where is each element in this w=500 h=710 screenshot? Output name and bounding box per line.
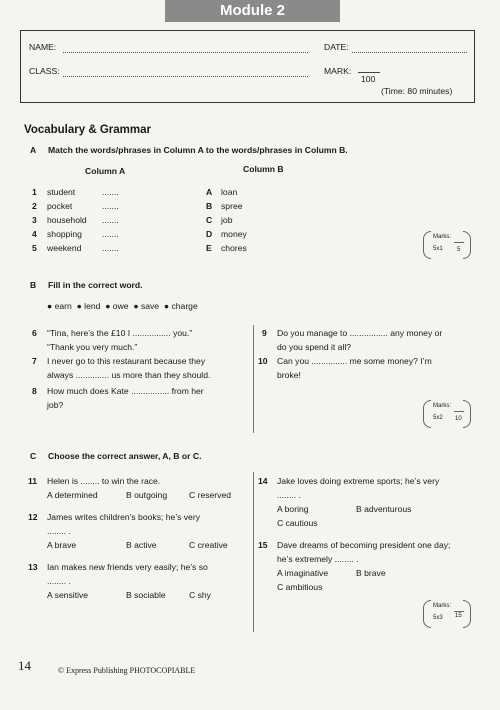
section-c-instruction: Choose the correct answer, A, B or C. (48, 451, 202, 461)
marks-label: Marks: (433, 403, 451, 409)
word-bank (47, 301, 198, 311)
word-bank-item: earn (54, 301, 72, 311)
option-b[interactable]: B outgoing (126, 490, 168, 500)
column-a-title: Column A (85, 166, 126, 176)
column-b-letter: C (206, 215, 213, 225)
question-6-line-1: “Tina, here’s the £10 I ................ you.” (47, 328, 193, 338)
question-number: 7 (32, 356, 37, 366)
section-a-instruction: Match the words/phrases in Column A to the words/phrases in Column B. (48, 145, 348, 155)
option-b[interactable]: B brave (356, 568, 386, 578)
option-a[interactable]: A sensitive (47, 590, 89, 600)
marks-box-b (423, 400, 471, 428)
question-10-line-2: broke! (277, 370, 301, 380)
column-b-word: loan (221, 187, 238, 197)
word-bank-item: owe (112, 301, 129, 311)
question-7-line-2: always .............. us more than they should. (47, 370, 211, 380)
student-info-box (20, 30, 475, 103)
bullet-icon: ● (105, 301, 111, 311)
bullet-icon: ● (163, 301, 170, 311)
module-title: Module 2 (165, 0, 340, 22)
column-b-word: job (221, 215, 233, 225)
class-label: CLASS: (29, 66, 60, 76)
mark-label: MARK: (324, 66, 352, 76)
marks-total: 5 (457, 247, 461, 253)
question-11-text: Helen is ........ to win the race. (47, 476, 161, 486)
question-15-line-2: he’s extremely ........ . (277, 554, 359, 564)
marks-box-a (423, 231, 471, 259)
option-c[interactable]: C shy (189, 590, 211, 600)
marks-total: 10 (455, 416, 462, 422)
option-c[interactable]: C cautious (277, 518, 318, 528)
option-a[interactable]: A imaginative (277, 568, 329, 578)
question-15-line-1: Dave dreams of becoming president one day; (277, 540, 451, 550)
question-8-line-2: job? (47, 400, 64, 410)
name-label: NAME: (29, 42, 57, 52)
column-b-title: Column B (243, 164, 284, 174)
item-number: 3 (32, 215, 37, 225)
question-9-line-2: do you spend it all? (277, 342, 352, 352)
column-divider (253, 325, 254, 433)
question-number: 10 (258, 356, 268, 366)
question-number: 9 (262, 328, 267, 338)
option-c[interactable]: C creative (189, 540, 228, 550)
answer-blank[interactable]: ....... (102, 215, 119, 225)
answer-blank[interactable]: ....... (102, 201, 119, 211)
column-a-word: weekend (47, 243, 82, 253)
bullet-icon: ● (133, 301, 139, 311)
word-bank-item: charge (171, 301, 198, 311)
marks-calc: 5x3 (433, 615, 443, 621)
copyright-notice: © Express Publishing PHOTOCOPIABLE (58, 666, 196, 675)
answer-blank[interactable]: ....... (102, 243, 119, 253)
date-line (352, 52, 467, 53)
answer-blank[interactable]: ....... (102, 229, 119, 239)
option-a[interactable]: A brave (47, 540, 77, 550)
question-14-line-1: Jake loves doing extreme sports; he’s very (277, 476, 440, 486)
date-label: DATE: (324, 42, 349, 52)
question-12-line-2: ........ . (47, 526, 71, 536)
column-b-word: spree (221, 201, 243, 211)
option-a[interactable]: A boring (277, 504, 309, 514)
item-number: 4 (32, 229, 37, 239)
question-8-line-1: How much does Kate ................ from her (47, 386, 204, 396)
question-6-line-2: “Thank you very much.” (47, 342, 138, 352)
section-a-letter: A (30, 145, 37, 155)
question-13-line-2: ........ . (47, 576, 71, 586)
time-limit: (Time: 80 minutes) (381, 86, 453, 96)
option-c[interactable]: C ambitious (277, 582, 323, 592)
column-b-word: money (221, 229, 247, 239)
column-b-letter: B (206, 201, 213, 211)
name-line (63, 52, 308, 53)
option-b[interactable]: B adventurous (356, 504, 412, 514)
question-number: 11 (28, 476, 38, 486)
section-b-instruction: Fill in the correct word. (48, 280, 143, 290)
item-number: 1 (32, 187, 37, 197)
mark-fraction-line (358, 72, 380, 73)
marks-calc: 5x1 (433, 246, 443, 252)
column-b-letter: D (206, 229, 213, 239)
marks-label: Marks: (433, 603, 451, 609)
question-number: 13 (28, 562, 38, 572)
column-a-word: shopping (47, 229, 82, 239)
question-12-line-1: James writes children’s books; he’s very (47, 512, 201, 522)
option-b[interactable]: B sociable (126, 590, 166, 600)
option-b[interactable]: B active (126, 540, 157, 550)
class-line (63, 76, 308, 77)
question-14-line-2: ........ . (277, 490, 301, 500)
word-bank-item: lend (84, 301, 101, 311)
word-bank-item: save (140, 301, 160, 311)
bullet-icon: ● (76, 301, 82, 311)
mark-total: 100 (361, 74, 376, 84)
column-b-letter: E (206, 243, 212, 253)
column-b-word: chores (221, 243, 247, 253)
column-a-word: pocket (47, 201, 73, 211)
marks-total: 15 (455, 613, 462, 619)
column-divider (253, 472, 254, 632)
page-number: 14 (18, 658, 31, 673)
marks-box-c (423, 600, 471, 628)
column-a-word: household (47, 215, 87, 225)
column-b-letter: A (206, 187, 213, 197)
bullet-icon: ● (47, 301, 53, 311)
question-number: 6 (32, 328, 37, 338)
question-number: 8 (32, 386, 37, 396)
marks-calc: 5x2 (433, 415, 443, 421)
section-c-letter: C (30, 451, 37, 461)
section-b-letter: B (30, 280, 37, 290)
item-number: 2 (32, 201, 37, 211)
option-a[interactable]: A determined (47, 490, 98, 500)
question-9-line-1: Do you manage to ................ any money or (277, 328, 443, 338)
section-heading: Vocabulary & Grammar (24, 124, 151, 136)
question-number: 14 (258, 476, 268, 486)
item-number: 5 (32, 243, 37, 253)
question-10-line-1: Can you ............... me some money? I’m (277, 356, 432, 366)
question-number: 15 (258, 540, 268, 550)
column-a-word: student (47, 187, 76, 197)
question-13-line-1: Ian makes new friends very easily; he’s so (47, 562, 208, 572)
question-7-line-1: I never go to this restaurant because they (47, 356, 206, 366)
answer-blank[interactable]: ....... (102, 187, 119, 197)
marks-label: Marks: (433, 234, 451, 240)
question-number: 12 (28, 512, 38, 522)
option-c[interactable]: C reserved (189, 490, 232, 500)
